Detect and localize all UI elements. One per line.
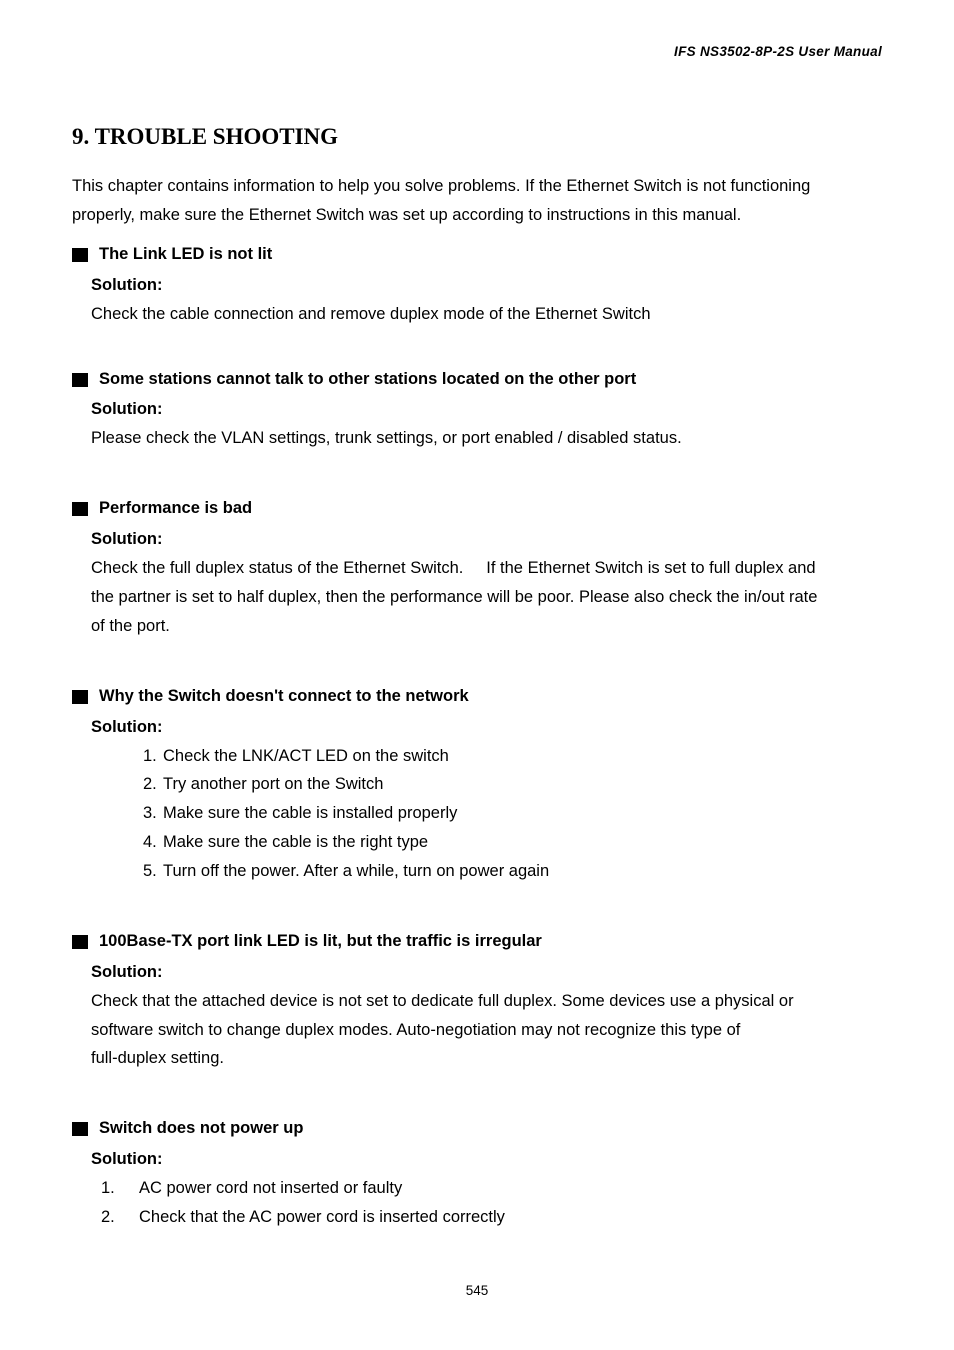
list-text: Check the LNK/ACT LED on the switch [163, 747, 449, 765]
list-text: AC power cord not inserted or faulty [139, 1179, 403, 1197]
list-number: 3. [143, 804, 157, 822]
solution-label: Solution: [91, 400, 163, 418]
list-number: 2. [143, 775, 157, 793]
issue-title: Performance is bad [99, 499, 253, 517]
solution-text: Check that the attached device is not set to dedicate full duplex. Some devices use a physical or [91, 992, 794, 1010]
list-number: 1. [101, 1179, 115, 1197]
list-text: Turn off the power. After a while, turn on power again [163, 862, 550, 880]
solution-label: Solution: [91, 276, 163, 294]
intro-line: properly, make sure the Ethernet Switch was set up according to instructions in this manual. [72, 206, 742, 224]
solution-label: Solution: [91, 1150, 163, 1168]
solution-text: full-duplex setting. [91, 1049, 224, 1067]
bullet-square-icon [72, 935, 88, 949]
issue-heading [72, 687, 469, 706]
solution-text: of the port. [91, 617, 170, 635]
list-text: Try another port on the Switch [163, 775, 384, 793]
issue-title: Switch does not power up [99, 1119, 304, 1137]
solution-text: Check the cable connection and remove duplex mode of the Ethernet Switch [91, 305, 651, 323]
solution-text: the partner is set to half duplex, then the performance will be poor. Please also check the in/out rate [91, 588, 818, 606]
issue-title: 100Base-TX port link LED is lit, but the traffic is irregular [99, 932, 542, 950]
list-number: 4. [143, 833, 157, 851]
bullet-square-icon [72, 502, 88, 516]
bullet-square-icon [72, 1122, 88, 1136]
list-item [101, 1208, 505, 1227]
list-text: Make sure the cable is installed properly [163, 804, 458, 822]
list-item [143, 862, 549, 881]
issue-heading [72, 499, 252, 518]
issue-heading [72, 1119, 303, 1138]
solution-label: Solution: [91, 530, 163, 548]
issue-title: Why the Switch doesn't connect to the network [99, 687, 469, 705]
issue-heading [72, 932, 542, 951]
list-item [143, 833, 428, 852]
bullet-square-icon [72, 690, 88, 704]
solution-text: Please check the VLAN settings, trunk settings, or port enabled / disabled status. [91, 429, 682, 447]
list-number: 2. [101, 1208, 115, 1226]
list-number: 5. [143, 862, 157, 880]
chapter-title: 9. TROUBLE SHOOTING [72, 124, 339, 149]
list-text: Make sure the cable is the right type [163, 833, 429, 851]
solution-label: Solution: [91, 963, 163, 981]
issue-title: Some stations cannot talk to other stations located on the other port [99, 370, 637, 388]
intro-paragraph [72, 172, 887, 230]
bullet-square-icon [72, 373, 88, 387]
issue-title: The Link LED is not lit [99, 245, 273, 263]
list-number: 1. [143, 747, 157, 765]
list-item [143, 747, 449, 766]
page-number: 545 [465, 1283, 489, 1298]
solution-text: software switch to change duplex modes. Auto-negotiation may not recognize this type of [91, 1021, 741, 1039]
intro-line: This chapter contains information to help you solve problems. If the Ethernet Switch is not functioning [72, 177, 811, 195]
bullet-square-icon [72, 248, 88, 262]
list-item [101, 1179, 402, 1198]
list-item [143, 804, 457, 823]
manual-header: IFS NS3502-8P-2S User Manual [674, 44, 882, 59]
list-text: Check that the AC power cord is inserted correctly [139, 1208, 505, 1226]
issue-heading [72, 245, 272, 264]
solution-label: Solution: [91, 718, 163, 736]
solution-text: Check the full duplex status of the Ethernet Switch. If the Ethernet Switch is set to full duplex and [91, 559, 816, 577]
list-item [143, 775, 383, 794]
issue-heading [72, 370, 636, 389]
